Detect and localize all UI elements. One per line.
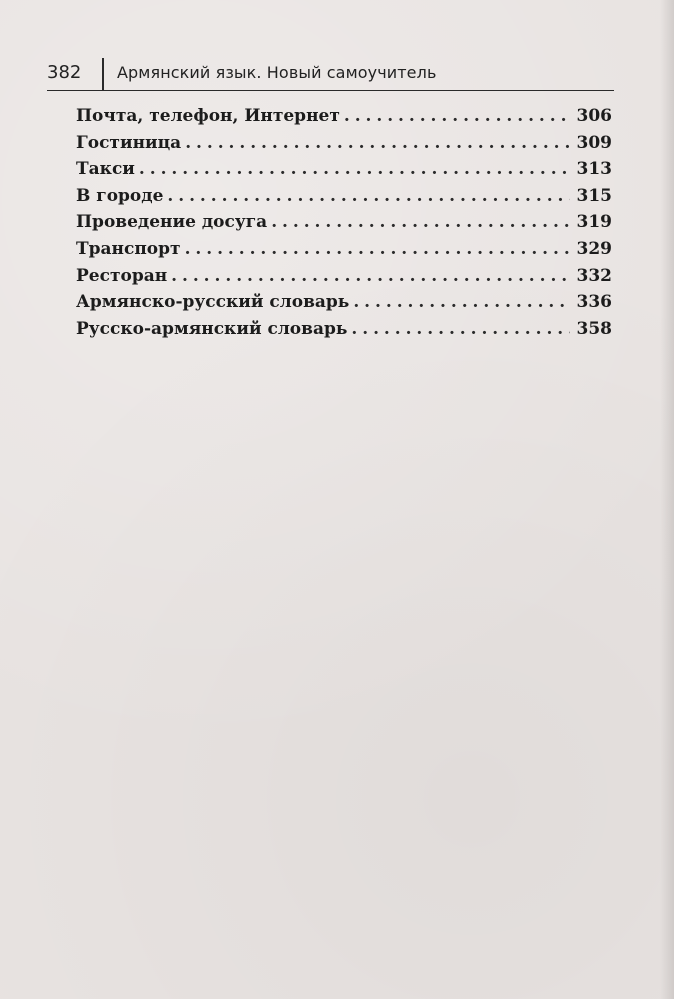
dot-leader [167, 186, 570, 206]
toc-entry [76, 159, 612, 186]
toc-entry-page: 319 [576, 212, 612, 233]
toc-entry [76, 106, 612, 133]
toc-entry-title: Проведение досуга [76, 212, 268, 233]
dot-leader [139, 159, 570, 179]
toc-entry [76, 319, 612, 346]
toc-entry [76, 186, 612, 213]
toc-entry [76, 133, 612, 160]
page-number: 382 [47, 62, 82, 83]
table-of-contents [76, 106, 612, 345]
dot-leader [271, 212, 570, 232]
toc-entry-title: Ресторан [76, 265, 168, 286]
toc-entry-title: Русско-армянский словарь [76, 318, 348, 339]
toc-entry-title: Такси [76, 159, 135, 180]
dot-leader [185, 239, 570, 259]
running-header [47, 58, 614, 91]
toc-entry [76, 212, 612, 239]
toc-entry-page: 336 [576, 292, 612, 313]
toc-entry-page: 309 [576, 132, 612, 153]
toc-entry-title: Гостиница [76, 132, 182, 153]
toc-entry-page: 313 [576, 159, 612, 180]
toc-entry-page: 329 [576, 238, 612, 259]
dot-leader [171, 266, 570, 286]
dot-leader [353, 292, 570, 312]
toc-entry-page: 358 [576, 318, 612, 339]
page-edge-shadow [660, 0, 674, 999]
dot-leader [351, 319, 570, 339]
dot-leader [344, 106, 570, 126]
header-divider [102, 58, 104, 90]
toc-entry-title: Почта, телефон, Интернет [76, 106, 340, 126]
toc-entry-title: Транспорт [76, 238, 181, 259]
running-title: Армянский язык. Новый самоучитель [117, 63, 437, 82]
toc-entry [76, 239, 612, 266]
dot-leader [185, 133, 570, 153]
toc-entry [76, 266, 612, 293]
toc-entry-title: В городе [76, 185, 164, 206]
toc-entry-page: 306 [576, 106, 612, 126]
toc-entry-title: Армянско-русский словарь [76, 292, 350, 313]
toc-entry [76, 292, 612, 319]
toc-entry-page: 332 [576, 265, 612, 286]
toc-entry-page: 315 [576, 185, 612, 206]
